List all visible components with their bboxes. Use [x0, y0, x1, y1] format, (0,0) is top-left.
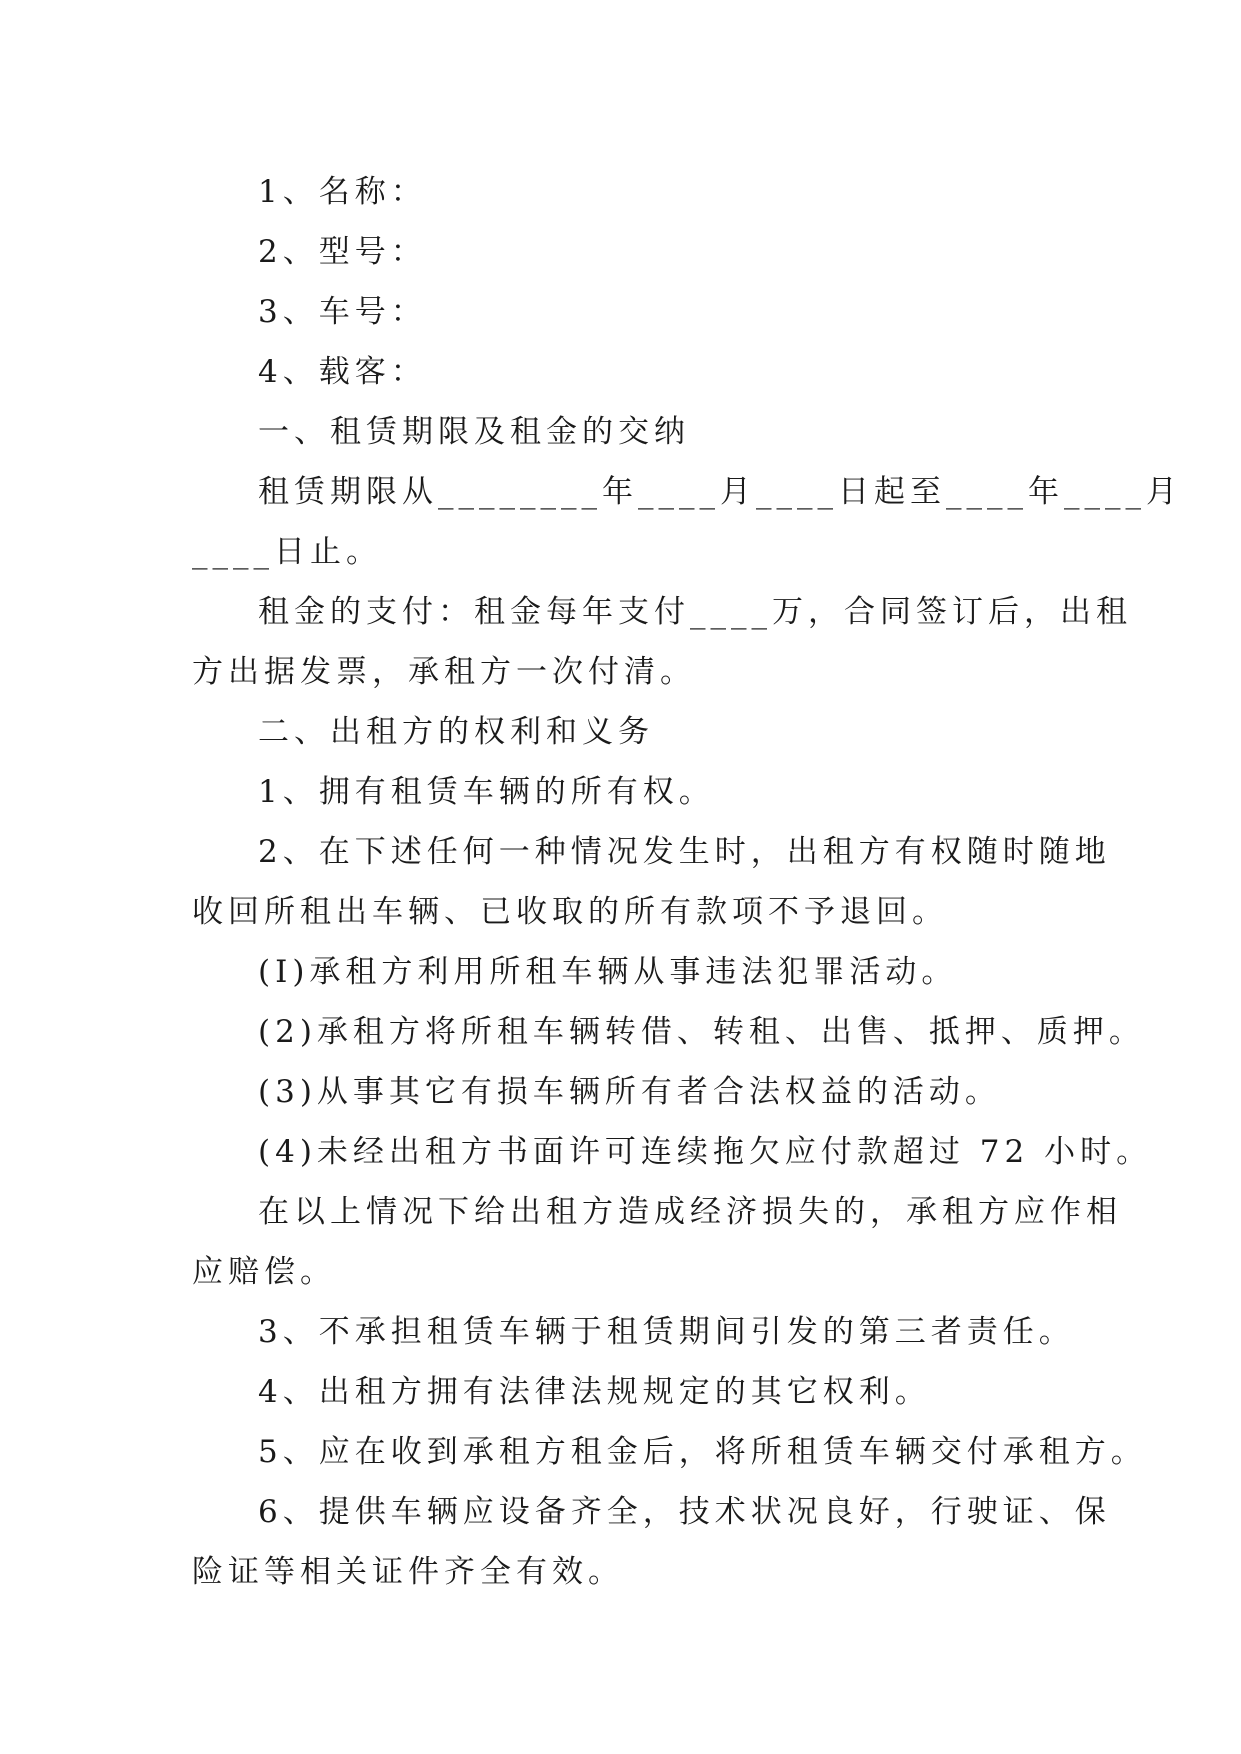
- section-2-heading: 二、出租方的权利和义务: [258, 714, 654, 750]
- vehicle-name-label: 1、名称：: [258, 174, 427, 210]
- vehicle-passengers-label: 4、载客：: [258, 354, 427, 390]
- vehicle-plate-label: 3、车号：: [258, 294, 427, 330]
- lessor-item-2-line-2: 收回所租出车辆、已收取的所有款项不予退回。: [192, 894, 948, 930]
- lessor-item-6-paragraph: [192, 1482, 1111, 1602]
- lease-term-line-1: 租赁期限从________年____月____日起至____年____月: [258, 474, 1182, 510]
- vehicle-model-label: 2、型号：: [258, 234, 427, 270]
- breach-case-3: (3)从事其它有损车辆所有者合法权益的活动。: [258, 1074, 1001, 1110]
- lessor-item-4: 4、出租方拥有法律法规规定的其它权利。: [258, 1374, 931, 1410]
- breach-case-1: (I)承租方利用所租车辆从事违法犯罪活动。: [258, 954, 958, 990]
- lessor-item-6-line-2: 险证等相关证件齐全有效。: [192, 1554, 624, 1590]
- lease-term-line-2: ____日止。: [192, 534, 382, 570]
- rent-payment-line-1: 租金的支付：租金每年支付____万，合同签订后，出租: [258, 594, 1132, 630]
- rent-payment-line-2: 方出据发票，承租方一次付清。: [192, 654, 696, 690]
- document-body: [192, 162, 1182, 1602]
- lessor-item-1: 1、拥有租赁车辆的所有权。: [258, 774, 715, 810]
- section-1-heading: 一、租赁期限及租金的交纳: [258, 414, 690, 450]
- lessor-item-2-paragraph: [192, 822, 1111, 942]
- lessor-item-3: 3、不承担租赁车辆于租赁期间引发的第三者责任。: [258, 1314, 1075, 1350]
- compensation-paragraph: [192, 1182, 1122, 1302]
- lessor-item-6-line-1: 6、提供车辆应设备齐全，技术状况良好，行驶证、保: [258, 1494, 1111, 1530]
- lease-term-paragraph: [192, 462, 1182, 582]
- compensation-line-2: 应赔偿。: [192, 1254, 336, 1290]
- lessor-item-2-line-1: 2、在下述任何一种情况发生时，出租方有权随时随地: [258, 834, 1111, 870]
- compensation-line-1: 在以上情况下给出租方造成经济损失的，承租方应作相: [258, 1194, 1122, 1230]
- lessor-item-5: 5、应在收到承租方租金后，将所租赁车辆交付承租方。: [258, 1434, 1147, 1470]
- breach-case-4: (4)未经出租方书面许可连续拖欠应付款超过 72 小时。: [258, 1134, 1153, 1170]
- breach-case-2: (2)承租方将所租车辆转借、转租、出售、抵押、质押。: [258, 1014, 1145, 1050]
- rent-payment-paragraph: [192, 582, 1132, 702]
